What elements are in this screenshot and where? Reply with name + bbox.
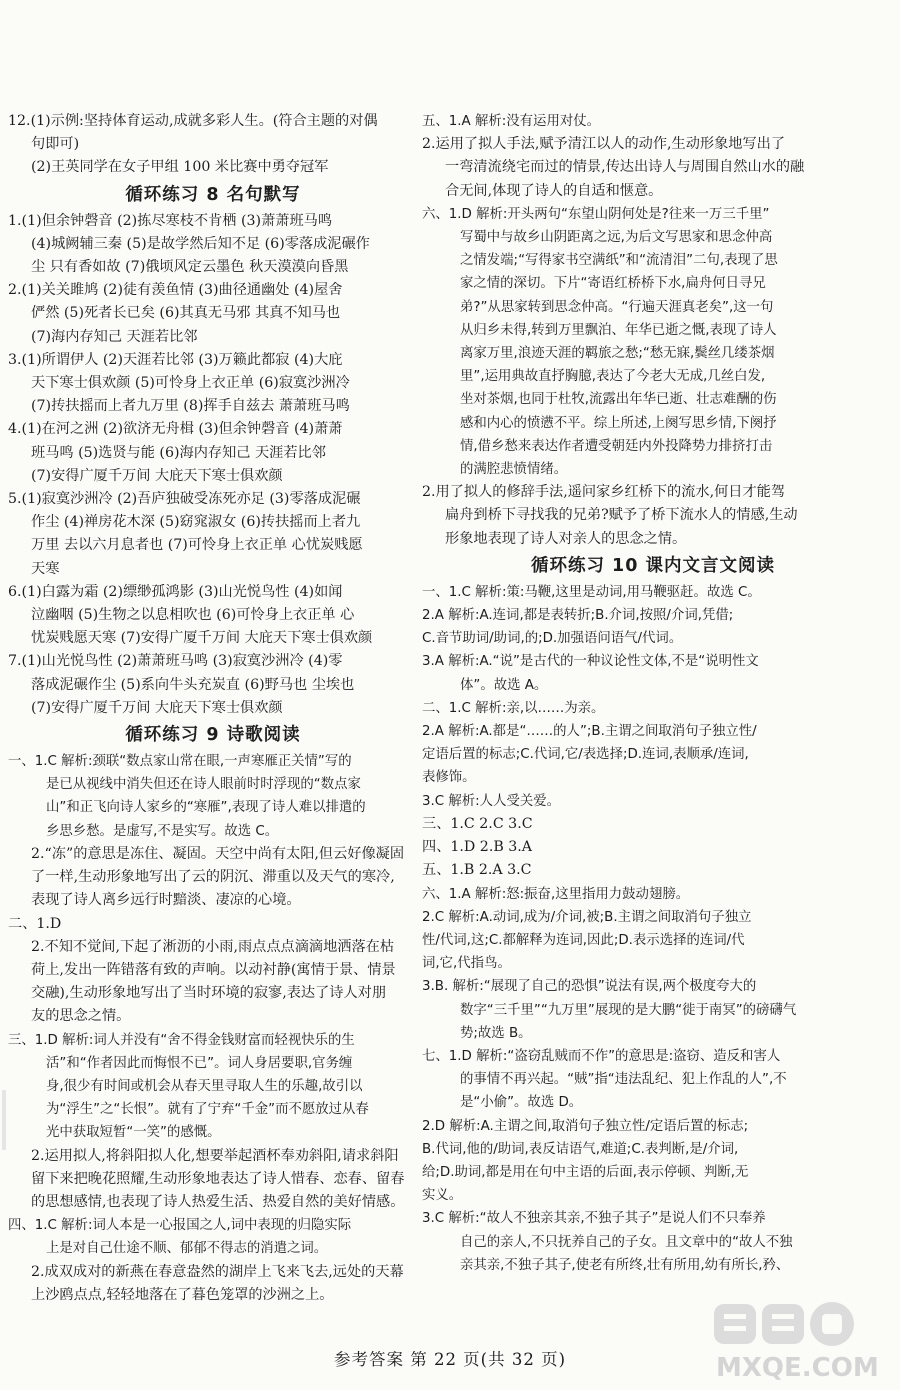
answer-line: 一弯清流绕宅而过的情景,传达出诗人与周围自然山水的融 bbox=[445, 159, 805, 176]
answer-line: 光中获取短暂“一笑”的感慨。 bbox=[46, 1125, 221, 1141]
answer-line: 五、1.B 2.A 3.C bbox=[422, 862, 532, 879]
answer-line: 4.(1)在河之洲 (2)欲济无舟楫 (3)但余钟磬音 (4)萧萧 bbox=[8, 421, 343, 438]
answer-line: 感和内心的愤懑不平。综上所述,上阕写思乡情,下阕抒 bbox=[460, 415, 777, 431]
answer-line: 3.A 解析:A.“说”是古代的一种议论性文体,不是“说明性文 bbox=[422, 654, 759, 670]
answer-line: 自己的亲人,不只抚养自己的子女。且文章中的“故人不独 bbox=[460, 1234, 793, 1250]
answer-line: 2.A 解析:A.连词,都是表转折;B.介词,按照/介词,凭借; bbox=[422, 608, 734, 624]
answer-line: 一、1.C 解析:颈联“数点家山常在眼,一声寒雁正关情”写的 bbox=[8, 754, 352, 770]
answer-line: 性/代词,这;C.都解释为连词,因此;D.表示选择的连词/代 bbox=[422, 932, 745, 948]
answer-line: 扁舟到桥下寻找我的兄弟?赋予了桥下流水人的情感,生动 bbox=[445, 507, 798, 524]
answer-line: 3.C 解析:“故人不独亲其亲,不独子其子”是说人们不只奉养 bbox=[422, 1211, 766, 1227]
answer-line: 六、1.A 解析:怒:振奋,这里指用力鼓动翅膀。 bbox=[422, 886, 690, 902]
answer-line: (7)安得广厦千万间 大庇天下寒士俱欢颜 bbox=[31, 699, 283, 716]
answer-line: 3.B. 解析:“展现了自己的恐惧”说法有误,两个极度夸大的 bbox=[422, 979, 757, 995]
section-heading: 循环练习 10 课内文言文阅读 bbox=[530, 555, 776, 576]
answer-line: 四、1.D 2.B 3.A bbox=[422, 839, 533, 856]
answer-line: 亲其亲,不独子其子,使老有所终,壮有所用,幼有所长,矜、 bbox=[460, 1257, 790, 1273]
answer-line: 是已从视线中消失但还在诗人眼前时时浮现的“数点家 bbox=[46, 777, 361, 793]
answer-line: 定语后置的标志;C.代词,它/表选择;D.连词,表顺承/连词, bbox=[422, 747, 749, 763]
answer-line: 实义。 bbox=[422, 1188, 463, 1204]
answer-line: 俨然 (5)死者长已矣 (6)其真无马邪 其真不知马也 bbox=[31, 305, 341, 322]
answer-line: 二、1.D bbox=[8, 915, 62, 932]
answer-line: 势;故选 B。 bbox=[460, 1025, 532, 1041]
answer-line: 留下来把晚花照耀,生动形象地表达了诗人惜春、恋春、留春 bbox=[31, 1170, 405, 1187]
answer-line: 合无间,体现了诗人的自适和惬意。 bbox=[445, 182, 663, 199]
answer-line: 泣幽咽 (5)生物之以息相吹也 (6)可怜身上衣正单 心 bbox=[31, 607, 355, 624]
watermark-stroke bbox=[724, 1314, 746, 1319]
answer-line: (7)抟扶摇而上者九万里 (8)挥手自兹去 萧萧班马鸣 bbox=[31, 398, 350, 415]
answer-line: C.音节助词/助词,的;D.加强语问语气/代词。 bbox=[422, 631, 683, 647]
answer-line: 六、1.D 解析:开头两句“东望山阴何处是?往来一万三千里” bbox=[422, 206, 770, 222]
answer-line: 之情发端;“写得家书空满纸”和“流清泪”二句,表现了思 bbox=[460, 253, 778, 269]
answer-line: 1.(1)但余钟磬音 (2)拣尽寒枝不肯栖 (3)萧萧班马鸣 bbox=[8, 212, 333, 229]
answer-line: (7)安得广厦千万间 大庇天下寒士俱欢颜 bbox=[31, 467, 283, 484]
answer-line: B.代词,他的/助词,表反诘语气,难道;C.表判断,是/介词, bbox=[422, 1141, 739, 1157]
answer-line: 二、1.C 解析:亲,以……为亲。 bbox=[422, 700, 605, 716]
answer-line: 的思想感情,也表现了诗人热爱生活、热爱自然的美好情感。 bbox=[31, 1193, 405, 1210]
answer-line: 五、1.A 解析:没有运用对仗。 bbox=[422, 114, 601, 129]
answer-line: 天寒 bbox=[31, 560, 60, 577]
answer-line: 3.(1)所谓伊人 (2)天涯若比邻 (3)万籁此都寂 (4)大庇 bbox=[8, 351, 343, 368]
answer-line: 2.运用了拟人手法,赋予清江以人的动作,生动形象地写出了 bbox=[422, 136, 786, 153]
answer-line: 2.C 解析:A.动词,成为/介词,被;B.主谓之间取消句子独立 bbox=[422, 909, 752, 925]
answer-line: 离家万里,浪迹天涯的羁旅之愁;“愁无寐,鬓丝几缕茶烟 bbox=[460, 346, 775, 362]
answer-line: 为“浮生”之“长恨”。就有了宁弃“千金”而不愿放过从春 bbox=[46, 1102, 369, 1118]
answer-line: 2.D 解析:A.主谓之间,取消句子独立性/定语后置的标志; bbox=[422, 1118, 749, 1134]
answer-line: 2.“冻”的意思是冻住、凝固。天空中尚有太阳,但云好像凝固 bbox=[31, 845, 405, 862]
answer-line: 友的思念之情。 bbox=[31, 1008, 131, 1025]
answer-line: 里”,运用典故直抒胸臆,表达了今老大无成,几丝白发, bbox=[460, 369, 766, 385]
answer-line: 2.成双成对的新燕在春意盎然的湖岸上飞来飞去,远处的天幕 bbox=[31, 1263, 404, 1280]
answer-line: 给;D.助词,都是用在句中主语的后面,表示停顿、判断,无 bbox=[422, 1164, 749, 1180]
answer-line: 6.(1)白露为霜 (2)缥缈孤鸿影 (3)山光悦鸟性 (4)如闻 bbox=[8, 583, 343, 600]
answer-line: 上是对自己仕途不顺、郁郁不得志的消遣之词。 bbox=[46, 1241, 328, 1257]
answer-line: 2.(1)关关雎鸠 (2)徒有羡鱼情 (3)曲径通幽处 (4)屋舍 bbox=[8, 282, 343, 299]
answer-line: 山”和正飞向诗人家乡的“寒雁”,表现了诗人难以排遣的 bbox=[46, 800, 366, 816]
scan-artifact bbox=[2, 1090, 6, 1150]
answer-line: 表修饰。 bbox=[422, 770, 476, 786]
answer-line: 三、1.D 解析:词人并没有“舍不得金钱财富而轻视快乐的生 bbox=[8, 1032, 355, 1048]
answer-line: 万里 去以六月息者也 (7)可怜身上衣正单 心忧炭贱愿 bbox=[31, 537, 363, 554]
watermark-block-2 bbox=[762, 1304, 804, 1344]
answer-line: 5.(1)寂寞沙洲冷 (2)吾庐独破受冻死亦足 (3)零落成泥碾 bbox=[8, 491, 361, 508]
answer-line: 三、1.C 2.C 3.C bbox=[422, 815, 533, 832]
section-heading: 循环练习 9 诗歌阅读 bbox=[125, 725, 301, 746]
answer-line: 2.运用拟人,将斜阳拟人化,想要举起酒杯奉劝斜阳,请求斜阳 bbox=[31, 1147, 399, 1164]
answer-line: 表现了诗人离乡远行时黯淡、凄凉的心境。 bbox=[31, 892, 301, 909]
answer-line: (2)王英同学在女子甲组 100 米比赛中勇夺冠军 bbox=[31, 159, 329, 176]
answer-line: 忧炭贱愿天寒 (7)安得广厦千万间 大庇天下寒士俱欢颜 bbox=[31, 630, 373, 647]
answer-line: 2.不知不觉间,下起了淅沥的小雨,雨点点点滴滴地洒落在枯 bbox=[31, 938, 395, 955]
answer-line: 尘 只有香如故 (7)俄顷风定云墨色 秋天漠漠向昏黑 bbox=[31, 259, 349, 276]
left-column bbox=[8, 110, 418, 1307]
answer-line: 天下寒士俱欢颜 (5)可怜身上衣正单 (6)寂寞沙洲冷 bbox=[31, 375, 350, 392]
answer-line: 从归乡未得,转到万里飘泊、年华已逝之慨,表现了诗人 bbox=[460, 322, 777, 338]
answer-line: (7)海内存知己 天涯若比邻 bbox=[31, 328, 198, 345]
answer-line: 是“小偷”。故选 D。 bbox=[460, 1095, 583, 1111]
answer-line: 数字“三千里”“九万里”展现的是大鹏“徙于南冥”的磅礴气 bbox=[460, 1002, 797, 1018]
answer-line: 2.A 解析:A.都是“……的人”;B.主谓之间取消句子独立性/ bbox=[422, 724, 757, 740]
answer-line: 荷上,发出一阵错落有致的声响。以动衬静(寓情于景、情景 bbox=[31, 961, 396, 978]
answer-line: 作尘 (4)禅房花木深 (5)窈窕淑女 (6)抟扶摇而上者九 bbox=[31, 514, 361, 531]
answer-line: 乡思乡愁。是虚写,不是实写。故选 C。 bbox=[46, 823, 279, 839]
section-heading: 循环练习 8 名句默写 bbox=[125, 184, 301, 205]
answer-line: 情,借乡愁来表达作者遭受朝廷内外投降势力排挤打击 bbox=[460, 438, 773, 454]
answer-line: 四、1.C 解析:词人本是一心报国之人,词中表现的归隐实际 bbox=[8, 1218, 352, 1234]
answer-line: 7.(1)山光悦鸟性 (2)萧萧班马鸣 (3)寂寞沙洲冷 (4)零 bbox=[8, 653, 343, 670]
answer-line: 2.用了拟人的修辞手法,遥问家乡红桥下的流水,何日才能驾 bbox=[422, 484, 786, 501]
answer-line: 的满腔悲愤情绪。 bbox=[460, 462, 568, 478]
answer-line: 词,它,代指鸟。 bbox=[422, 956, 511, 972]
answer-line: 体”。故选 A。 bbox=[460, 677, 548, 693]
answer-line: 句即可) bbox=[31, 136, 80, 153]
answer-line: 家之情的深切。下片“寄语红桥桥下水,扁舟何日寻兄 bbox=[460, 276, 766, 292]
answer-line: 形象地表现了诗人对亲人的思念之情。 bbox=[445, 530, 687, 547]
answer-line: 身,很少有时间或机会从春天里寻取人生的乐趣,故引以 bbox=[46, 1078, 363, 1094]
watermark-domain: MXQE.COM bbox=[716, 1353, 879, 1382]
answer-line: 3.C 解析:人人受关爱。 bbox=[422, 793, 561, 809]
site-watermark-logo bbox=[712, 1298, 892, 1382]
answer-line: 坐对茶烟,也同于杜牧,流露出年华已逝、壮志难酬的伤 bbox=[460, 392, 777, 408]
answer-line: 交融),生动形象地写出了当时环境的寂寥,表达了诗人对朋 bbox=[31, 985, 387, 1002]
answer-line: 了一样,生动形象地写出了云的阴沉、滞重以及天气的寒冷, bbox=[31, 869, 395, 886]
answer-line: 活”和“作者因此而悔恨不已”。词人身居要职,官务缠 bbox=[46, 1055, 353, 1071]
answer-line: 落成泥碾作尘 (5)系向牛头充炭直 (6)野马也 尘埃也 bbox=[31, 676, 355, 693]
answer-line: 的事情不再兴起。“贼”指“违法乱纪、犯上作乱的人”,不 bbox=[460, 1072, 787, 1088]
answer-line: 七、1.D 解析:“盗窃乱贼而不作”的意思是:盗窃、造反和害人 bbox=[422, 1048, 781, 1064]
answer-line: (4)城阙辅三秦 (5)是故学然后知不足 (6)零落成泥碾作 bbox=[31, 235, 370, 252]
answer-line: 弟?”从思家转到思念仲高。“行遍天涯真老矣”,这一句 bbox=[460, 299, 774, 315]
answer-line: 12.(1)示例:坚持体育运动,成就多彩人生。(符合主题的对偶 bbox=[8, 113, 378, 129]
answer-line: 写蜀中与故乡山阴距离之远,为后文写思家和思念仲高 bbox=[460, 230, 773, 246]
answer-line: 上沙鸥点点,轻轻地落在了暮色笼罩的沙洲之上。 bbox=[31, 1286, 334, 1303]
right-column bbox=[422, 110, 884, 1277]
answer-line: 班马鸣 (5)选贤与能 (6)海内存知己 天涯若比邻 bbox=[31, 444, 326, 461]
page-footer: 参考答案 第 22 页(共 32 页) bbox=[333, 1350, 567, 1369]
watermark-block-1 bbox=[714, 1304, 756, 1344]
answer-line: 一、1.C 解析:策:马鞭,这里是动词,用马鞭驱赶。故选 C。 bbox=[422, 584, 761, 600]
